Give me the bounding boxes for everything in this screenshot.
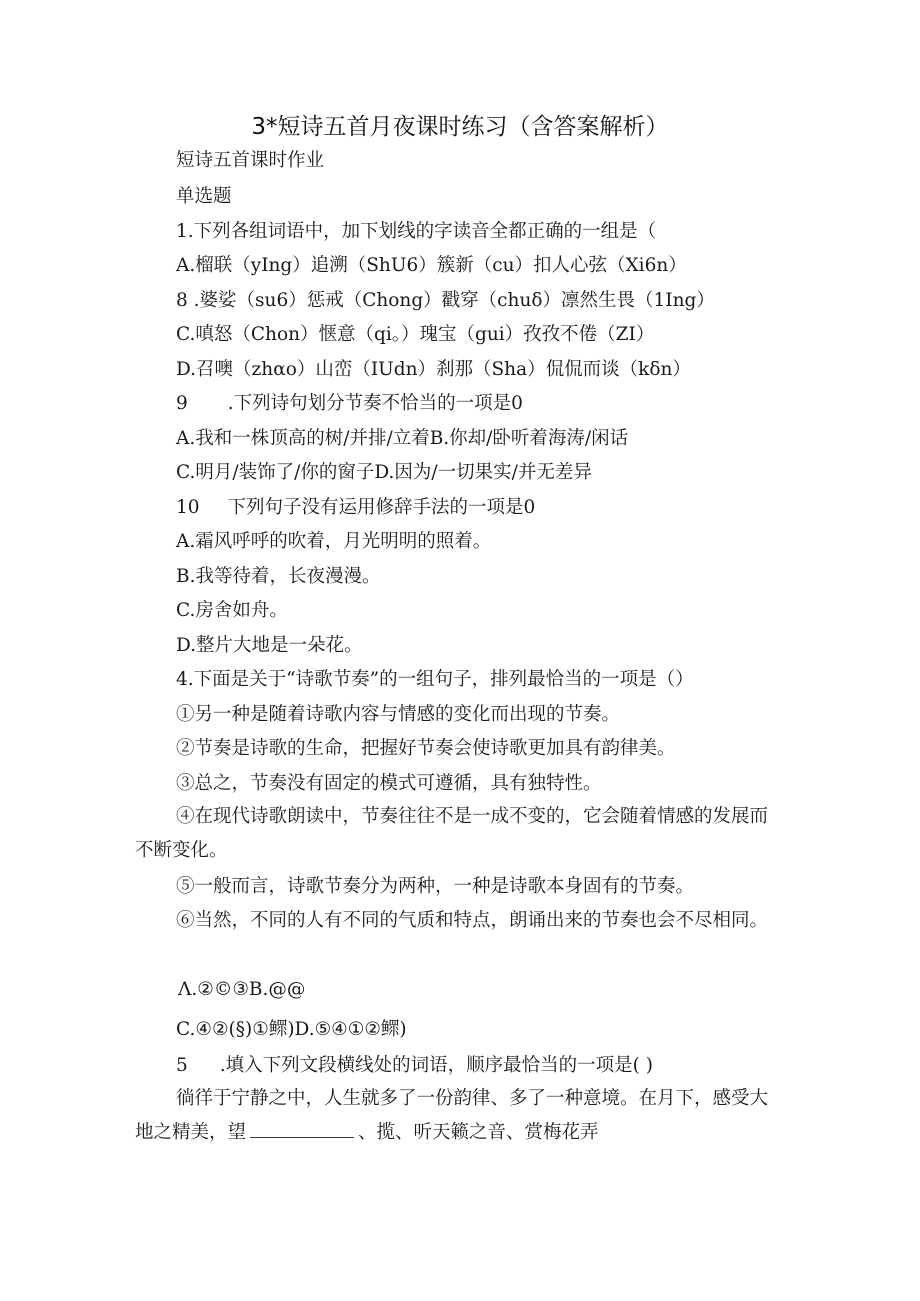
question-2-options-ab: A.我和一株顶高的树/并排/立着B.你却/卧听着海涛/闲话: [176, 428, 629, 449]
question-4-options-ab: Λ.②©③B.@@: [178, 979, 306, 1000]
question-4-options-cd: C.④②(§)①鳏)D.⑤④①②鳏): [176, 1019, 407, 1040]
question-5-text: .填入下列文段横线处的词语，顺序最恰当的一项是( ): [219, 1055, 653, 1076]
question-4-sentence-5: ⑤一般而言，诗歌节奏分为两种，一种是诗歌本身固有的节奏。: [176, 876, 695, 897]
question-4-stem: 4.下面是关于“诗歌节奏”的一组句子，排列最恰当的一项是（）: [176, 669, 694, 690]
question-3-text: 下列句子没有运用修辞手法的一项是0: [227, 497, 536, 518]
question-3-option-a: A.霜风呼呼的吹着，月光明明的照着。: [176, 531, 492, 552]
question-1-option-a: A.榴联（yIng）追溯（ShU6）簇新（cu）扣人心弦（Xi6n）: [176, 255, 687, 276]
question-4-sentence-3: ③总之，节奏没有固定的模式可遵循，具有独特性。: [176, 773, 602, 794]
section-heading: 单选题: [176, 186, 232, 207]
question-4-sentence-4: ④在现代诗歌朗读中，节奏往往不是一成不变的，它会随着情感的发展而不断变化。: [135, 806, 769, 861]
question-2-options-cd: C.明月/装饰了/你的窗子D.因为/一切果实/并无差异: [176, 462, 592, 483]
document-subtitle: 短诗五首课时作业: [176, 150, 325, 171]
question-2-text: .下列诗句划分节奏不恰当的一项是0: [227, 393, 523, 414]
question-1-stem: 1.下列各组词语中，加下划线的字读音全都正确的一组是（: [176, 221, 657, 242]
document-title: 3*短诗五首月夜课时练习（含答案解析）: [251, 114, 669, 140]
question-4-sentence-2: ②节奏是诗歌的生命，把握好节奏会使诗歌更加具有韵律美。: [176, 738, 676, 759]
question-1-option-b: 8 .婆娑（su6）惩戒（Chong）戳穿（chuδ）凛然生畏（1Ing）: [176, 290, 715, 311]
fill-in-blank: [250, 1136, 354, 1138]
question-5-passage-continuation: 、揽、听天籁之音、赏梅花弄: [358, 1122, 599, 1143]
question-1-option-d: D.召噢（zhαo）山峦（IUdn）刹那（Sha）侃侃而谈（kδn）: [176, 359, 691, 380]
question-4-sentence-6: ⑥当然，不同的人有不同的气质和特点，朗诵出来的节奏也会不尽相同。: [176, 910, 769, 931]
question-3-option-d: D.整片大地是一朵花。: [176, 635, 363, 656]
question-2-stem: [176, 390, 523, 418]
question-3-stem: [176, 494, 535, 522]
question-1-option-c: C.嗔怒（Chon）惬意（qi。）瑰宝（gui）孜孜不倦（ZI）: [176, 324, 655, 345]
question-3-option-c: C.房舍如舟。: [176, 600, 288, 621]
question-5-passage-text: 徜徉于宁静之中，人生就多了一份韵律、多了一种意境。在月下，感受大地之精美，望: [135, 1088, 769, 1143]
question-3-number: 10: [176, 497, 200, 518]
question-5-stem: [176, 1052, 653, 1080]
question-3-option-b: B.我等待着，长夜漫漫。: [176, 566, 381, 587]
question-4-sentence-1: ①另一种是随着诗歌内容与情感的变化而出现的节奏。: [176, 704, 621, 725]
question-2-number: 9: [176, 393, 188, 414]
question-5-passage: [135, 1082, 785, 1150]
question-5-number: 5: [176, 1055, 188, 1076]
